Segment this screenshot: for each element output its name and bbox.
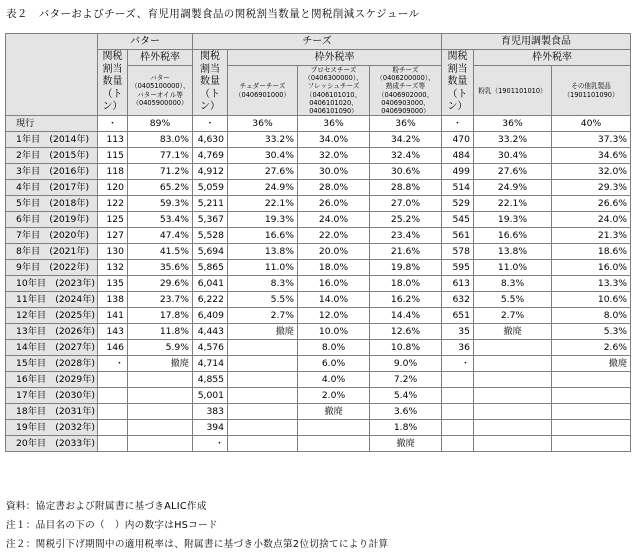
table-cell xyxy=(474,404,552,420)
table-cell: 24.0% xyxy=(298,212,370,228)
table-cell: 120 xyxy=(98,180,128,196)
table-cell: 16.6% xyxy=(474,228,552,244)
table-row xyxy=(6,228,631,244)
table-cell xyxy=(98,388,128,404)
table-row xyxy=(6,132,631,148)
table-row xyxy=(6,308,631,324)
table-cell: 2.6% xyxy=(552,340,631,356)
table-cell: 22.0% xyxy=(298,228,370,244)
table-cell: 4,769 xyxy=(193,148,228,164)
butter-header: バター xyxy=(98,34,193,50)
table-cell xyxy=(442,372,474,388)
table-title: 表２ バターおよびチーズ、育児用調製食品の関税割当数量と関税削減スケジュール xyxy=(6,8,420,20)
table-cell: 135 xyxy=(98,276,128,292)
table-cell xyxy=(552,404,631,420)
table-cell xyxy=(228,420,298,436)
table-cell: 529 xyxy=(442,196,474,212)
table-cell xyxy=(474,436,552,452)
table-cell: 27.0% xyxy=(370,196,442,212)
table-cell xyxy=(128,436,193,452)
table-cell: 578 xyxy=(442,244,474,260)
row-label: 10年目 (2023年) xyxy=(6,276,98,292)
table-cell: 23.4% xyxy=(370,228,442,244)
table-cell: 595 xyxy=(442,260,474,276)
table-cell xyxy=(474,372,552,388)
table-cell: 2.7% xyxy=(228,308,298,324)
table-cell: 4,630 xyxy=(193,132,228,148)
powdered-milk-header: 粉乳（1901101010） xyxy=(474,66,552,116)
table-cell: 29.6% xyxy=(128,276,193,292)
powder-cheese-header: 粉チーズ（0406200000）、熟成チーズ等（0406902000、0406903000、0406909000） xyxy=(370,66,442,116)
table-cell: 30.4% xyxy=(228,148,298,164)
table-cell: 28.0% xyxy=(298,180,370,196)
table-cell: 470 xyxy=(442,132,474,148)
table-cell xyxy=(128,404,193,420)
table-cell xyxy=(128,372,193,388)
table-cell: 13.3% xyxy=(552,276,631,292)
row-label: 16年目 (2029年) xyxy=(6,372,98,388)
table-cell: 24.0% xyxy=(552,212,631,228)
table-cell: 4,714 xyxy=(193,356,228,372)
table-cell: 143 xyxy=(98,324,128,340)
table-cell: 130 xyxy=(98,244,128,260)
table-cell: 632 xyxy=(442,292,474,308)
table-cell: 5,001 xyxy=(193,388,228,404)
table-cell: 26.6% xyxy=(552,196,631,212)
table-cell: 撤廃 xyxy=(298,404,370,420)
row-label: 20年目 (2033年) xyxy=(6,436,98,452)
table-cell: 27.6% xyxy=(228,164,298,180)
table-cell: 5,528 xyxy=(193,228,228,244)
table-row xyxy=(6,404,631,420)
table-cell: 17.8% xyxy=(128,308,193,324)
table-cell: 613 xyxy=(442,276,474,292)
table-cell xyxy=(474,388,552,404)
table-cell: 9.0% xyxy=(370,356,442,372)
table-cell: ・ xyxy=(98,356,128,372)
table-cell xyxy=(228,388,298,404)
table-cell: 撤廃 xyxy=(228,324,298,340)
table-cell xyxy=(98,420,128,436)
table-cell: 29.3% xyxy=(552,180,631,196)
table-cell: 35 xyxy=(442,324,474,340)
table-cell: 383 xyxy=(193,404,228,420)
row-label: 14年目 (2027年) xyxy=(6,340,98,356)
table-cell: 141 xyxy=(98,308,128,324)
table-cell: 撤廃 xyxy=(370,436,442,452)
footnote-1: 注１：品目名の下の（ ）内の数字はHSコード xyxy=(6,520,218,531)
table-cell: 18.6% xyxy=(552,244,631,260)
table-cell: 125 xyxy=(98,212,128,228)
table-cell: 113 xyxy=(98,132,128,148)
table-cell: 146 xyxy=(98,340,128,356)
table-cell: 28.8% xyxy=(370,180,442,196)
table-cell: 6.0% xyxy=(298,356,370,372)
table-row xyxy=(6,436,631,452)
table-cell: 47.4% xyxy=(128,228,193,244)
table-cell: 53.4% xyxy=(128,212,193,228)
table-cell: 89% xyxy=(128,116,193,132)
table-cell: 514 xyxy=(442,180,474,196)
table-cell: 22.1% xyxy=(228,196,298,212)
footnote-2: 注２：関税引下げ期間中の適用税率は、附属書に基づき小数点第2位切捨てにより計算 xyxy=(6,539,389,550)
table-row xyxy=(6,292,631,308)
table-cell: 5.9% xyxy=(128,340,193,356)
table-cell: 77.1% xyxy=(128,148,193,164)
table-cell: 36% xyxy=(474,116,552,132)
table-cell xyxy=(228,404,298,420)
cheese-outside-rate-header: 枠外税率 xyxy=(228,50,442,66)
table-row xyxy=(6,276,631,292)
table-cell: 16.0% xyxy=(552,260,631,276)
butter-outside-rate-header: 枠外税率 xyxy=(128,50,193,66)
table-cell xyxy=(98,372,128,388)
table-cell: 115 xyxy=(98,148,128,164)
table-cell: 5.4% xyxy=(370,388,442,404)
table-cell: 5,694 xyxy=(193,244,228,260)
row-label: 5年目 (2018年) xyxy=(6,196,98,212)
table-cell: 11.0% xyxy=(474,260,552,276)
table-cell: 5.5% xyxy=(228,292,298,308)
table-cell xyxy=(474,340,552,356)
table-cell: 30.4% xyxy=(474,148,552,164)
table-cell: 5,865 xyxy=(193,260,228,276)
table-cell: 484 xyxy=(442,148,474,164)
table-cell xyxy=(474,356,552,372)
table-cell: 34.6% xyxy=(552,148,631,164)
table-cell: 10.8% xyxy=(370,340,442,356)
row-label: 4年目 (2017年) xyxy=(6,180,98,196)
table-row xyxy=(6,116,631,132)
table-cell: 22.1% xyxy=(474,196,552,212)
table-cell: 4.0% xyxy=(298,372,370,388)
table-cell xyxy=(228,356,298,372)
cheese-header: チーズ xyxy=(193,34,442,50)
table-cell: 5.3% xyxy=(552,324,631,340)
infant-quota-header: 関税割当数量（トン） xyxy=(442,50,474,116)
table-cell: 65.2% xyxy=(128,180,193,196)
row-label: 13年目 (2026年) xyxy=(6,324,98,340)
table-cell: 118 xyxy=(98,164,128,180)
table-cell: 1.8% xyxy=(370,420,442,436)
table-row xyxy=(6,324,631,340)
table-cell: 24.9% xyxy=(474,180,552,196)
table-cell: 7.2% xyxy=(370,372,442,388)
table-cell xyxy=(552,420,631,436)
table-cell: 8.0% xyxy=(298,340,370,356)
table-cell: 35.6% xyxy=(128,260,193,276)
table-cell: 11.0% xyxy=(228,260,298,276)
table-cell xyxy=(128,420,193,436)
table-cell xyxy=(442,420,474,436)
row-label: 3年目 (2016年) xyxy=(6,164,98,180)
table-cell xyxy=(228,372,298,388)
table-cell: 10.0% xyxy=(298,324,370,340)
table-cell: 32.4% xyxy=(370,148,442,164)
table-row xyxy=(6,212,631,228)
table-cell: 499 xyxy=(442,164,474,180)
row-label: 8年目 (2021年) xyxy=(6,244,98,260)
table-cell: 20.0% xyxy=(298,244,370,260)
cheese-quota-header: 関税割当数量（トン） xyxy=(193,50,228,116)
table-cell xyxy=(442,436,474,452)
table-cell xyxy=(298,436,370,452)
infant-outside-rate-header: 枠外税率 xyxy=(474,50,631,66)
table-cell: 13.8% xyxy=(474,244,552,260)
row-label: 現行 xyxy=(6,116,98,132)
table-row xyxy=(6,244,631,260)
table-cell xyxy=(298,420,370,436)
table-cell xyxy=(128,388,193,404)
table-cell: 36% xyxy=(370,116,442,132)
table-cell: 5,367 xyxy=(193,212,228,228)
cheddar-header: チェダーチーズ（0406901000） xyxy=(228,66,298,116)
table-cell: 5,059 xyxy=(193,180,228,196)
table-cell: 651 xyxy=(442,308,474,324)
table-cell: 30.6% xyxy=(370,164,442,180)
row-label: 7年目 (2020年) xyxy=(6,228,98,244)
table-cell: 36% xyxy=(228,116,298,132)
table-cell xyxy=(228,436,298,452)
table-cell: 12.6% xyxy=(370,324,442,340)
table-cell xyxy=(98,404,128,420)
row-label: 18年目 (2031年) xyxy=(6,404,98,420)
table-cell: 4,443 xyxy=(193,324,228,340)
row-label: 19年目 (2032年) xyxy=(6,420,98,436)
table-cell: 33.2% xyxy=(228,132,298,148)
table-cell: 2.7% xyxy=(474,308,552,324)
table-cell xyxy=(552,436,631,452)
table-cell: 12.0% xyxy=(298,308,370,324)
table-cell: 5,211 xyxy=(193,196,228,212)
row-label: 17年目 (2030年) xyxy=(6,388,98,404)
table-row xyxy=(6,340,631,356)
table-cell xyxy=(442,388,474,404)
row-label: 12年目 (2025年) xyxy=(6,308,98,324)
table-cell: 13.8% xyxy=(228,244,298,260)
source-note: 資料：協定書および附属書に基づきALIC作成 xyxy=(6,501,207,512)
table-cell xyxy=(552,388,631,404)
table-cell: 16.2% xyxy=(370,292,442,308)
table-cell: 36 xyxy=(442,340,474,356)
table-cell xyxy=(474,420,552,436)
table-cell: 37.3% xyxy=(552,132,631,148)
table-cell: 41.5% xyxy=(128,244,193,260)
table-cell: 27.6% xyxy=(474,164,552,180)
table-cell: 30.0% xyxy=(298,164,370,180)
table-cell: 14.4% xyxy=(370,308,442,324)
table-cell xyxy=(442,404,474,420)
butter-quota-header: 関税割当数量（トン） xyxy=(98,50,128,116)
table-cell: 122 xyxy=(98,196,128,212)
table-cell: ・ xyxy=(442,356,474,372)
table-cell: 16.6% xyxy=(228,228,298,244)
table-cell: 10.6% xyxy=(552,292,631,308)
table-cell: 40% xyxy=(552,116,631,132)
table-cell: 8.3% xyxy=(228,276,298,292)
table-cell: 19.3% xyxy=(474,212,552,228)
table-cell: 33.2% xyxy=(474,132,552,148)
table-cell: 21.6% xyxy=(370,244,442,260)
row-label: 11年目 (2024年) xyxy=(6,292,98,308)
table-cell: 138 xyxy=(98,292,128,308)
infant-formula-header: 育児用調製食品 xyxy=(442,34,631,50)
table-cell: 71.2% xyxy=(128,164,193,180)
table-cell: ・ xyxy=(193,436,228,452)
other-dairy-header: その他乳製品（1901101090） xyxy=(552,66,631,116)
table-cell: ・ xyxy=(193,116,228,132)
table-cell: 394 xyxy=(193,420,228,436)
table-cell: 11.8% xyxy=(128,324,193,340)
table-cell: 撤廃 xyxy=(552,356,631,372)
table-row xyxy=(6,196,631,212)
table-cell: 25.2% xyxy=(370,212,442,228)
table-cell: 6,041 xyxy=(193,276,228,292)
table-cell xyxy=(552,372,631,388)
row-label: 15年目 (2028年) xyxy=(6,356,98,372)
table-cell: 26.0% xyxy=(298,196,370,212)
table-row xyxy=(6,260,631,276)
table-cell: 32.0% xyxy=(298,148,370,164)
table-cell: 8.0% xyxy=(552,308,631,324)
table-row xyxy=(6,148,631,164)
corner-header xyxy=(6,34,98,116)
table-cell: 撤廃 xyxy=(128,356,193,372)
table-cell: 18.0% xyxy=(370,276,442,292)
table-cell: ・ xyxy=(442,116,474,132)
table-row xyxy=(6,388,631,404)
table-cell: 19.8% xyxy=(370,260,442,276)
butter-item-header: バター（0405100000）、バターオイル等（0405900000） xyxy=(128,66,193,116)
table-cell: 34.2% xyxy=(370,132,442,148)
table-cell: 4,912 xyxy=(193,164,228,180)
table-cell: 83.0% xyxy=(128,132,193,148)
table-cell: 127 xyxy=(98,228,128,244)
table-cell: 18.0% xyxy=(298,260,370,276)
table-cell: 14.0% xyxy=(298,292,370,308)
table-cell: 2.0% xyxy=(298,388,370,404)
table-cell: 24.9% xyxy=(228,180,298,196)
table-cell: 撤廃 xyxy=(474,324,552,340)
table-cell: 16.0% xyxy=(298,276,370,292)
table-cell: 23.7% xyxy=(128,292,193,308)
table-row xyxy=(6,180,631,196)
table-cell: 5.5% xyxy=(474,292,552,308)
row-label: 9年目 (2022年) xyxy=(6,260,98,276)
table-cell: 19.3% xyxy=(228,212,298,228)
row-label: 1年目 (2014年) xyxy=(6,132,98,148)
table-cell: 34.0% xyxy=(298,132,370,148)
table-cell: 4,576 xyxy=(193,340,228,356)
table-cell: 561 xyxy=(442,228,474,244)
table-row xyxy=(6,164,631,180)
table-row xyxy=(6,420,631,436)
table-cell xyxy=(228,340,298,356)
table-cell: 545 xyxy=(442,212,474,228)
table-cell: 8.3% xyxy=(474,276,552,292)
table-cell: 4,855 xyxy=(193,372,228,388)
table-cell: 59.3% xyxy=(128,196,193,212)
row-label: 2年目 (2015年) xyxy=(6,148,98,164)
tariff-schedule-table xyxy=(5,33,631,452)
table-cell: 21.3% xyxy=(552,228,631,244)
table-cell: 6,222 xyxy=(193,292,228,308)
table-cell: 32.0% xyxy=(552,164,631,180)
table-cell: 132 xyxy=(98,260,128,276)
table-cell: 36% xyxy=(298,116,370,132)
table-cell: 3.6% xyxy=(370,404,442,420)
process-cheese-header: プロセスチーズ（0406300000）、フレッシュチーズ（0406101010、0406101020、0406101090） xyxy=(298,66,370,116)
table-cell: ・ xyxy=(98,116,128,132)
row-label: 6年目 (2019年) xyxy=(6,212,98,228)
table-row xyxy=(6,356,631,372)
table-row xyxy=(6,372,631,388)
table-cell: 6,409 xyxy=(193,308,228,324)
table-cell xyxy=(98,436,128,452)
